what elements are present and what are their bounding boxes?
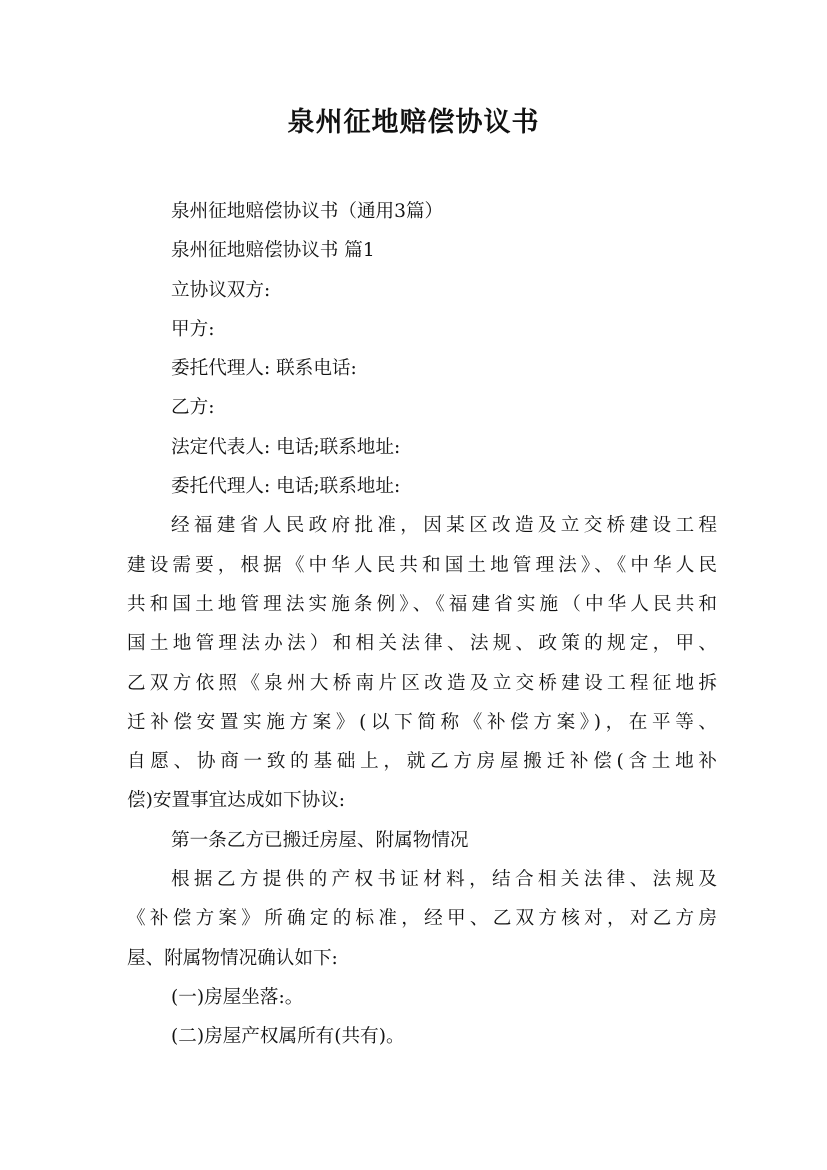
body-line: 甲方:: [171, 318, 215, 340]
body-line: 偿)安置事宜达成如下协议:: [127, 790, 346, 812]
body-line: 《补偿方案》所确定的标准，经甲、乙双方核对，对乙方房: [127, 908, 717, 930]
body-line: 乙方:: [171, 397, 215, 419]
body-line: 委托代理人: 联系电话:: [171, 358, 357, 380]
document-body: [127, 192, 717, 1057]
body-line: 国土地管理法办法）和相关法律、法规、政策的规定，甲、: [127, 633, 717, 655]
body-line: (一)房屋坐落:。: [171, 986, 304, 1008]
body-line: 第一条乙方已搬迁房屋、附属物情况: [171, 829, 469, 851]
body-line: (二)房屋产权属所有(共有)。: [171, 1026, 405, 1048]
body-line: 泉州征地赔偿协议书（通用3篇）: [171, 201, 444, 222]
body-line: 泉州征地赔偿协议书 篇1: [171, 240, 375, 262]
body-line: 根据乙方提供的产权书证材料，结合相关法律、法规及: [171, 869, 717, 891]
document-title: 泉州征地赔偿协议书: [287, 107, 540, 138]
body-line: 立协议双方:: [171, 279, 271, 301]
body-line: 经福建省人民政府批准，因某区改造及立交桥建设工程: [171, 515, 717, 537]
body-line: 屋、附属物情况确认如下:: [127, 947, 338, 969]
body-line: 共和国土地管理法实施条例》、《福建省实施（中华人民共和: [127, 593, 717, 615]
body-line: 委托代理人: 电话;联系地址:: [171, 476, 401, 498]
body-line: 乙双方依照《泉州大桥南片区改造及立交桥建设工程征地拆: [127, 672, 717, 694]
body-line: 迁补偿安置实施方案》(以下简称《补偿方案》)，在平等、: [127, 711, 717, 733]
body-line: 法定代表人: 电话;联系地址:: [171, 436, 401, 458]
body-line: 自愿、协商一致的基础上，就乙方房屋搬迁补偿(含土地补: [127, 751, 717, 773]
body-line: 建设需要，根据《中华人民共和国土地管理法》、《中华人民: [127, 554, 717, 576]
